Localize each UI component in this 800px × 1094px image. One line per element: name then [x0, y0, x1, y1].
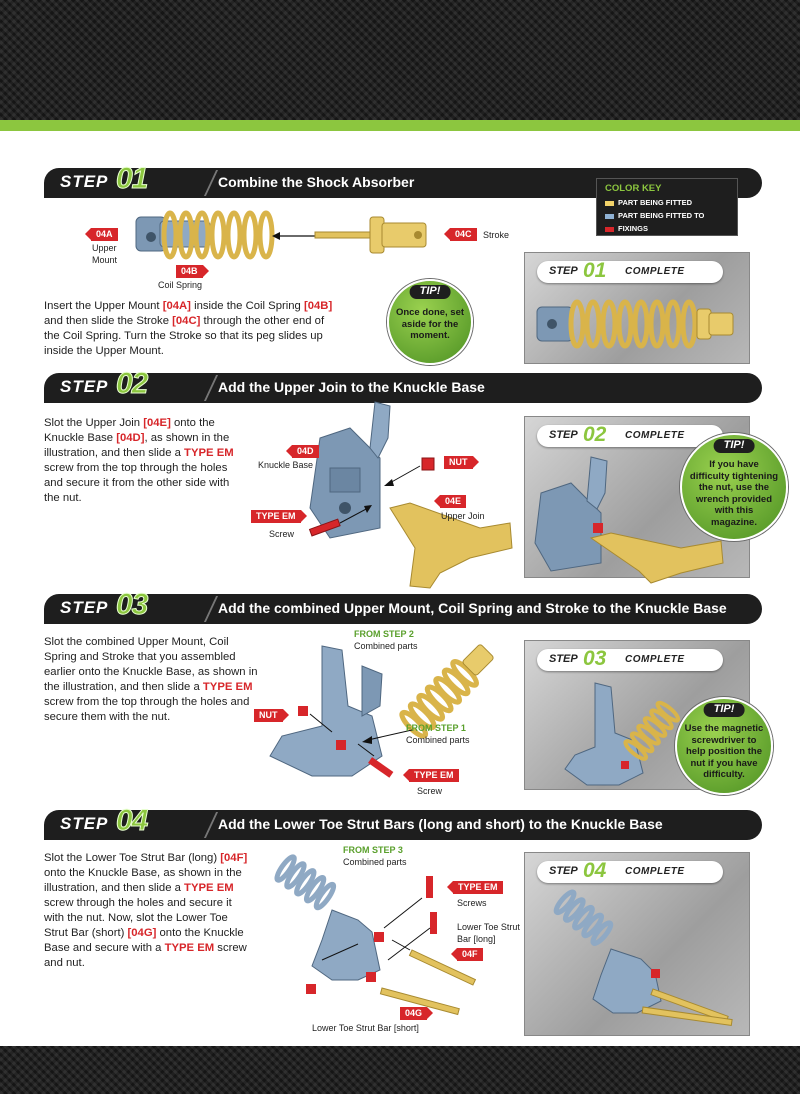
- label-04b: 04B: [176, 265, 203, 278]
- assembled-shock-image: [537, 293, 737, 353]
- step-title: Add the Upper Join to the Knuckle Base: [218, 379, 485, 395]
- from-step-1: FROM STEP 1: [406, 723, 466, 733]
- label-04d: 04D: [292, 445, 319, 458]
- part-reference: [04C]: [172, 315, 201, 327]
- instruction-text: screw from the top through the holes and secure them with the nut.: [44, 696, 250, 723]
- complete-badge: STEP 03 COMPLETE: [537, 649, 723, 671]
- instruction-text: , as shown in the illustration, and then slide a: [44, 432, 230, 459]
- step-04-illustration: [262, 840, 472, 1030]
- color-key-title: COLOR KEY: [605, 183, 662, 194]
- instruction-text: onto the Knuckle Base: [44, 417, 215, 444]
- step-number: 02: [116, 367, 148, 400]
- step-title: Combine the Shock Absorber: [218, 174, 415, 190]
- step-word: STEP: [60, 814, 109, 833]
- step-01-complete-panel: [524, 252, 750, 364]
- swatch-red: [605, 227, 614, 232]
- instruction-text: Slot the Upper Join: [44, 417, 144, 429]
- caption-coil-spring: Coil Spring: [158, 280, 203, 290]
- step-word: STEP: [60, 598, 109, 617]
- complete-badge: STEP 04 COMPLETE: [537, 861, 723, 883]
- footer-carbon-band: [0, 1046, 800, 1094]
- label-type-em: TYPE EM: [409, 769, 459, 782]
- label-04c: 04C: [450, 228, 477, 241]
- caption-screw: Screw: [269, 529, 295, 539]
- caption-mount: Mount: [92, 255, 118, 265]
- step-word: STEP: [60, 377, 109, 396]
- step-number: 01: [116, 162, 148, 195]
- label-04a: 04A: [91, 228, 118, 241]
- part-reference: [04D]: [116, 432, 145, 444]
- color-key-row: PART BEING FITTED TO: [605, 211, 704, 220]
- caption-combined-parts: Combined parts: [343, 857, 407, 867]
- header-green-stripe: [0, 120, 800, 131]
- knuckle-upper-join-illustration: [290, 398, 510, 588]
- step-03-illustration: [262, 636, 502, 806]
- divider-slash: [186, 170, 218, 196]
- caption-stroke: Stroke: [483, 230, 510, 240]
- label-04e: 04E: [440, 495, 466, 508]
- instruction-text: Slot the combined Upper Mount, Coil Spring and Stroke that you assembled earlier onto the Knuckle Base, as shown in the illustration, and then slide a: [44, 636, 258, 693]
- tip-01: TIP! Once done, set aside for the moment.: [387, 279, 473, 365]
- label-type-em: TYPE EM: [251, 510, 301, 523]
- divider-slash: [186, 375, 218, 401]
- instruction-text: screw through the holes and secure it with the nut. Now, slot the Lower Toe Strut Bar (short): [44, 897, 232, 939]
- instruction-text: screw from the top through the holes and secure it from the other side with the nut.: [44, 462, 230, 504]
- tip-heading: TIP!: [704, 703, 745, 717]
- step-03-header: [44, 588, 762, 624]
- part-reference: [04A]: [162, 300, 191, 312]
- step-number: 03: [116, 588, 148, 621]
- color-key-row: FIXINGS: [605, 224, 648, 233]
- complete-badge: STEP 01 COMPLETE: [537, 261, 723, 283]
- instruction-text: screw and nut.: [44, 942, 247, 969]
- tip-heading: TIP!: [714, 439, 755, 453]
- step-title: Add the Lower Toe Strut Bars (long and short) to the Knuckle Base: [218, 816, 663, 832]
- step-01-instructions: [44, 299, 340, 359]
- instruction-text: onto the Knuckle Base and secure with a: [44, 927, 244, 954]
- part-reference: [04E]: [143, 417, 171, 429]
- instruction-text: onto the Knuckle Base, as shown in the illustration, and then slide a: [44, 867, 242, 894]
- part-reference: TYPE EM: [202, 681, 253, 693]
- tip-heading: TIP!: [410, 285, 451, 299]
- from-step-2: FROM STEP 2: [354, 629, 414, 639]
- assembled-step-04-image: [545, 889, 745, 1029]
- label-04f: 04F: [457, 948, 483, 961]
- label-nut: NUT: [254, 709, 283, 722]
- label-nut: NUT: [444, 456, 473, 469]
- part-reference: TYPE EM: [164, 942, 215, 954]
- instruction-text: through the other end of the Coil Spring. Turn the Stroke so that its peg slides up inside the Upper Mount.: [44, 315, 325, 357]
- step-04-instructions: [44, 851, 254, 971]
- tip-02: TIP! If you have difficulty tightening the nut, use the wrench provided with this magazine.: [680, 433, 788, 541]
- step-03-instructions: [44, 635, 260, 725]
- caption-lower-toe-strut: Lower Toe Strut: [457, 922, 520, 932]
- caption-bar-long: Bar [long]: [457, 934, 496, 944]
- instruction-text: Slot the Lower Toe Strut Bar (long): [44, 852, 221, 864]
- step-word: STEP: [60, 172, 109, 191]
- instruction-text: inside the Coil Spring: [190, 300, 304, 312]
- caption-knuckle-base: Knuckle Base: [258, 460, 314, 470]
- color-key-row: PART BEING FITTED: [605, 198, 692, 207]
- divider-slash: [186, 596, 218, 622]
- step-04-complete-panel: [524, 852, 750, 1036]
- caption-upper: Upper: [92, 243, 117, 253]
- swatch-yellow: [605, 201, 614, 206]
- instruction-text: and then slide the Stroke: [44, 315, 173, 327]
- swatch-blue: [605, 214, 614, 219]
- step-title: Add the combined Upper Mount, Coil Spring and Stroke to the Knuckle Base: [218, 600, 727, 616]
- caption-screws: Screws: [457, 898, 487, 908]
- color-key: [596, 178, 738, 236]
- part-reference: TYPE EM: [184, 882, 234, 894]
- from-step-3: FROM STEP 3: [343, 845, 403, 855]
- step-04-header: [44, 804, 762, 840]
- tip-03: TIP! Use the magnetic screwdriver to help position the nut if you have difficulty.: [675, 697, 773, 795]
- step-number: 04: [116, 804, 148, 837]
- instruction-text: Insert the Upper Mount: [44, 300, 163, 312]
- part-reference: TYPE EM: [184, 447, 234, 459]
- caption-upper-join: Upper Join: [441, 511, 485, 521]
- divider-slash: [186, 812, 218, 838]
- complete-badge: STEP 02 COMPLETE: [537, 425, 723, 447]
- caption-combined-parts: Combined parts: [354, 641, 418, 651]
- header-carbon-band: [0, 0, 800, 120]
- part-reference: [04F]: [220, 852, 248, 864]
- caption-lower-toe-strut-short: Lower Toe Strut Bar [short]: [312, 1023, 419, 1033]
- label-type-em: TYPE EM: [453, 881, 503, 894]
- label-04g: 04G: [400, 1007, 427, 1020]
- caption-combined-parts: Combined parts: [406, 735, 470, 745]
- step-02-instructions: [44, 416, 240, 506]
- part-reference: [04G]: [127, 927, 157, 939]
- caption-screw: Screw: [417, 786, 443, 796]
- part-reference: [04B]: [303, 300, 333, 312]
